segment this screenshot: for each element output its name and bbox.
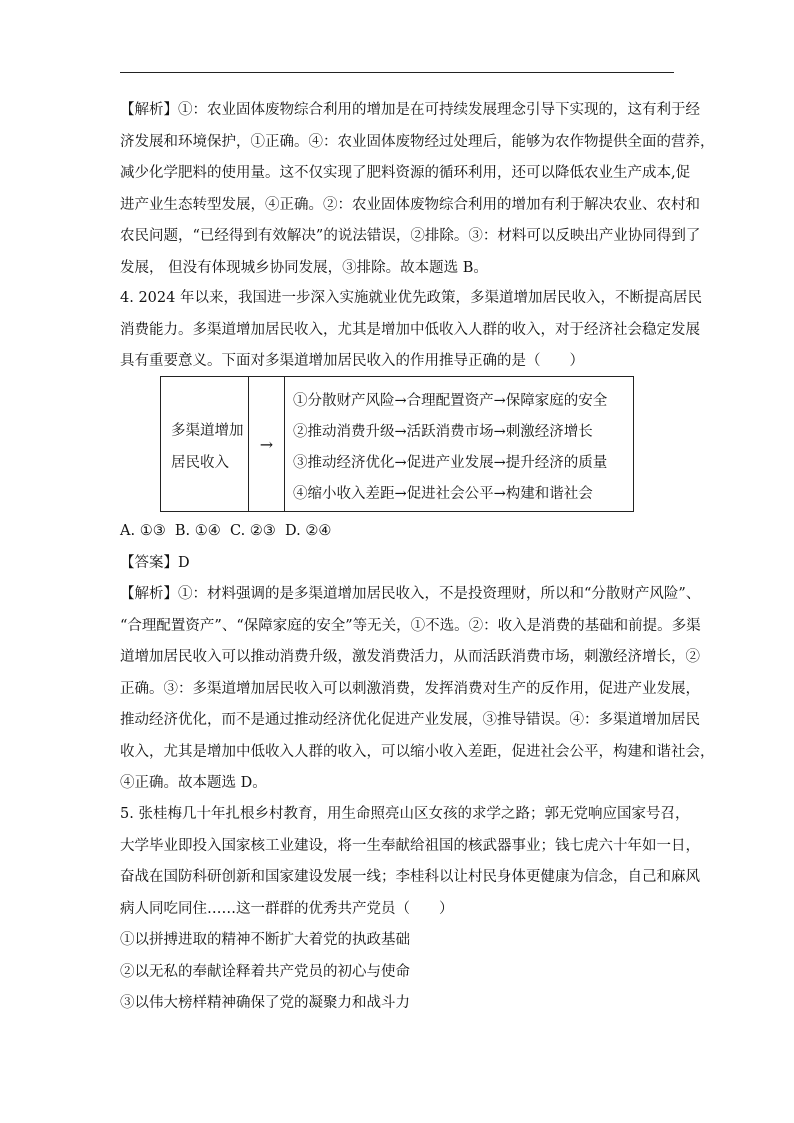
q4-analysis-line: “合理配置资产”、“保障家庭的安全”等无关，①不选。②：收入是消费的基础和前提。多渠	[120, 617, 701, 634]
q5-stem-line: 病人同吃同住……这一群群的优秀共产党员（ ）	[120, 900, 454, 917]
q3-analysis-line: 进产业生态转型发展，④正确。②：农业固体废物综合利用的增加有利于解决农业、农村和	[120, 196, 700, 213]
q4-analysis-line: 道增加居民收入可以推动消费升级，激发消费活力，从而活跃消费市场，刺激经济增长，②	[120, 649, 700, 665]
q5-option-item: ③以伟大榜样精神确保了党的凝聚力和战斗力	[120, 995, 410, 1011]
figure-item: ②推动消费升级→活跃消费市场→刺激经济增长	[293, 424, 593, 440]
q4-options: A. ①③ B. ①④ C. ②③ D. ②④	[120, 523, 332, 539]
q4-stem-line: 4. 2024 年以来，我国进一步深入实施就业优先政策，多渠道增加居民收入，不断提高居民	[120, 290, 702, 306]
q4-answer: 【答案】D	[120, 554, 190, 571]
q5-stem-line: 大学毕业即投入国家核工业建设，将一生奉献给祖国的核武器事业；钱七虎六十年如一日，	[120, 837, 700, 854]
question-5	[120, 799, 700, 1020]
q3-analysis	[120, 95, 715, 284]
q3-analysis-line: 减少化学肥料的使用量。这不仅实现了肥料资源的循环利用，还可以降低农业生产成本,促	[120, 165, 691, 181]
question-4-stem	[120, 283, 702, 378]
q4-analysis-line: 收入，尤其是增加中低收入人群的收入，可以缩小收入差距，促进社会公平，构建和谐社会，	[120, 743, 715, 760]
q3-analysis-line: 济发展和环境保护，①正确。④：农业固体废物经过处理后，能够为农作物提供全面的营养，	[120, 133, 715, 150]
q4-analysis-line: 【解析】①：材料强调的是多渠道增加居民收入，不是投资理财，所以和“分散财产风险”、	[120, 586, 701, 602]
figure-left-cell	[161, 377, 249, 511]
q5-option-item: ②以无私的奉献诠释着共产党员的初心与使命	[120, 963, 410, 980]
figure-left-line: 多渠道增加	[171, 423, 244, 439]
figure-item: ④缩小收入差距→促进社会公平→构建和谐社会	[293, 486, 593, 502]
q5-option-item: ①以拼搏进取的精神不断扩大着党的执政基础	[120, 932, 410, 948]
figure-left-line: 居民收入	[171, 455, 229, 471]
q5-stem-line: 5. 张桂梅几十年扎根乡村教育，用生命照亮山区女孩的求学之路；郭无党响应国家号召，	[120, 806, 690, 822]
q4-analysis-line: 推动经济优化，而不是通过推动经济优化促进产业发展，③推导错误。④：多渠道增加居民	[120, 712, 700, 728]
q4-analysis-line: ④正确。故本题选 D。	[120, 775, 267, 791]
figure-item: ③推动经济优化→促进产业发展→提升经济的质量	[293, 455, 608, 471]
q4-derivation-figure	[160, 376, 634, 512]
q3-analysis-line: 农民问题，“已经得到有效解决”的说法错误，②排除。③：材料可以反映出产业协同得到了	[120, 228, 701, 244]
q3-analysis-line: 【解析】①：农业固体废物综合利用的增加是在可持续发展理念引导下实现的，这有利于经	[120, 102, 700, 118]
q4-stem-line: 消费能力。多渠道增加居民收入，尤其是增加中低收入人群的收入，对于经济社会稳定发展	[120, 321, 700, 338]
q3-analysis-line: 发展， 但没有体现城乡协同发展，③排除。故本题选 B。	[120, 259, 488, 276]
q4-body	[120, 516, 715, 800]
q5-stem-line: 奋战在国防科研创新和国家建设发展一线；李桂科以让村民身体更健康为信念，自己和麻风	[120, 869, 700, 885]
q4-analysis-line: 正确。③：多渠道增加居民收入可以刺激消费，发挥消费对生产的反作用，促进产业发展，	[120, 680, 700, 697]
figure-right-cell	[285, 377, 633, 511]
q4-stem-line: 具有重要意义。下面对多渠道增加居民收入的作用推导正确的是（ ）	[120, 353, 584, 369]
header-rule	[120, 72, 674, 73]
arrow-icon: →	[249, 377, 285, 511]
figure-item: ①分散财产风险→合理配置资产→保障家庭的安全	[293, 393, 608, 409]
